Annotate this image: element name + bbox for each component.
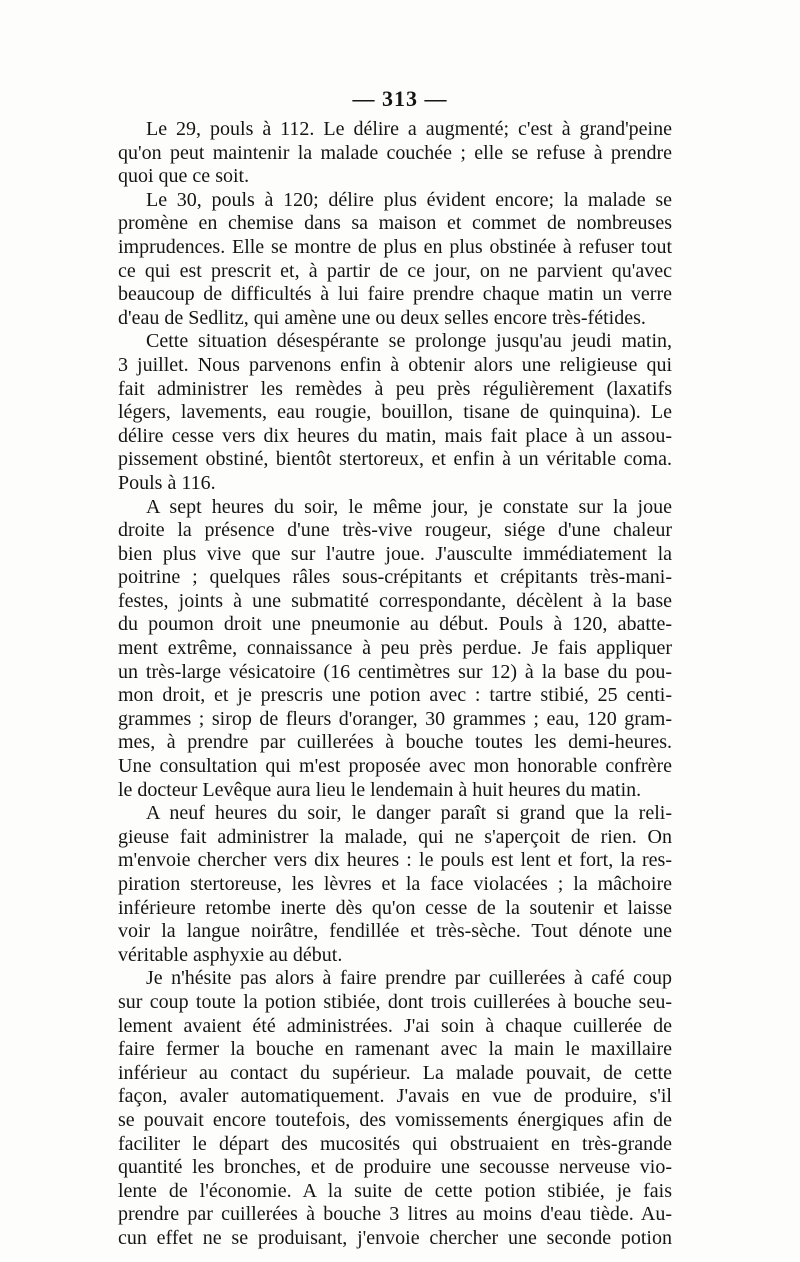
text-line: Pouls à 116. <box>118 471 216 494</box>
text-line: festes, joints à une submatité correspondante, décèlent à la base <box>118 589 672 612</box>
text-line: voir la langue noirâtre, fendillée et très-sèche. Tout dénote une <box>118 920 672 943</box>
text-line: Je n'hésite pas alors à faire prendre par cuillerées à café coup <box>146 967 672 990</box>
text-line: poitrine ; quelques râles sous-crépitants et crépitants très-mani- <box>118 566 672 589</box>
text-line: prendre par cuillerées à bouche 3 litres au moins d'eau tiède. Au- <box>118 1203 672 1226</box>
text-line: sur coup toute la potion stibiée, dont trois cuillerées à bouche seu- <box>118 990 672 1013</box>
text-line: 3 juillet. Nous parvenons enfin à obtenir alors une religieuse qui <box>118 353 672 376</box>
text-line: ce qui est prescrit et, à partir de ce jour, on ne parvient qu'avec <box>118 259 672 282</box>
text-line: Le 29, pouls à 112. Le délire a augmenté; c'est à grand'peine <box>146 118 672 140</box>
text-line: le docteur Levêque aura lieu le lendemain à huit heures du matin. <box>118 778 642 801</box>
text-line: mon droit, et je prescris une potion avec : tartre stibié, 25 centi- <box>118 684 672 707</box>
text-line: lement avaient été administrées. J'ai soin à chaque cuillerée de <box>118 1014 672 1037</box>
text-line: faire fermer la bouche en ramenant avec la main le maxillaire <box>118 1038 672 1061</box>
text-line: droite la présence d'une très-vive rougeur, siége d'une chaleur <box>118 519 672 542</box>
text-line: cun effet ne se produisant, j'envoie chercher une seconde potion <box>118 1226 672 1249</box>
text-line: Le 30, pouls à 120; délire plus évident encore; la malade se <box>146 188 672 211</box>
text-line: un très-large vésicatoire (16 centimètres sur 12) à la base du pou- <box>118 660 672 683</box>
text-line: piration stertoreuse, les lèvres et la face violacées ; la mâchoire <box>118 873 672 895</box>
text-line: délire cesse vers dix heures du matin, mais fait place à un assou- <box>118 424 672 447</box>
text-line: lente de l'économie. A la suite de cette potion stibiée, je fais <box>118 1179 672 1202</box>
text-line: du poumon droit une pneumonie au début. Pouls à 120, abatte- <box>118 613 672 636</box>
page-number: — 313 — <box>352 86 448 111</box>
text-line: qu'on peut maintenir la malade couchée ; elle se refuse à prendre <box>118 141 672 164</box>
text-line: Une consultation qui m'est proposée avec mon honorable confrère <box>118 755 672 778</box>
body-text <box>118 118 672 1251</box>
text-line: grammes ; sirop de fleurs d'oranger, 30 grammes ; eau, 120 gram- <box>118 707 672 730</box>
text-line: façon, avaler automatiquement. J'avais en vue de produire, s'il <box>118 1085 672 1108</box>
text-line: m'envoie chercher vers dix heures : le pouls est lent et fort, la res- <box>118 849 672 872</box>
text-line: quoi que ce soit. <box>118 165 250 188</box>
text-line: inférieure retombe inerte dès qu'on cesse de la soutenir et laisse <box>118 896 672 919</box>
text-line: bien plus vive que sur l'autre joue. J'ausculte immédiatement la <box>118 542 672 565</box>
text-line: légers, lavements, eau rougie, bouillon, tisane de quinquina). Le <box>118 401 672 424</box>
text-line: inférieur au contact du supérieur. La malade pouvait, de cette <box>118 1061 672 1084</box>
text-line: mes, à prendre par cuillerées à bouche toutes les demi-heures. <box>118 731 672 754</box>
text-line: quantité les bronches, et de produire une secousse nerveuse vio- <box>118 1156 672 1179</box>
text-line: beaucoup de difficultés à lui faire prendre chaque matin un verre <box>118 283 672 306</box>
text-line: pissement obstiné, bientôt stertoreux, et enfin à un véritable coma. <box>118 448 672 471</box>
text-line: fait administrer les remèdes à peu près régulièrement (laxatifs <box>118 377 672 400</box>
text-line: A neuf heures du soir, le danger paraît si grand que la reli- <box>146 802 672 825</box>
text-line: faciliter le départ des mucosités qui obstruaient en très-grande <box>118 1132 672 1155</box>
text-line: promène en chemise dans sa maison et commet de nombreuses <box>118 212 672 235</box>
text-line: d'eau de Sedlitz, qui amène une ou deux selles encore très-fétides. <box>118 306 646 329</box>
text-line: Cette situation désespérante se prolonge jusqu'au jeudi matin, <box>146 330 672 353</box>
text-line: ment extrême, connaissance à peu près perdue. Je fais appliquer <box>118 637 672 660</box>
text-line: gieuse fait administrer la malade, qui ne s'aperçoit de rien. On <box>118 825 672 848</box>
text-line: véritable asphyxie au début. <box>118 943 343 966</box>
text-line: imprudences. Elle se montre de plus en plus obstinée à refuser tout <box>118 235 672 258</box>
text-line: se pouvait encore toutefois, des vomissements énergiques afin de <box>118 1108 672 1131</box>
text-line: A sept heures du soir, le même jour, je constate sur la joue <box>146 495 672 518</box>
